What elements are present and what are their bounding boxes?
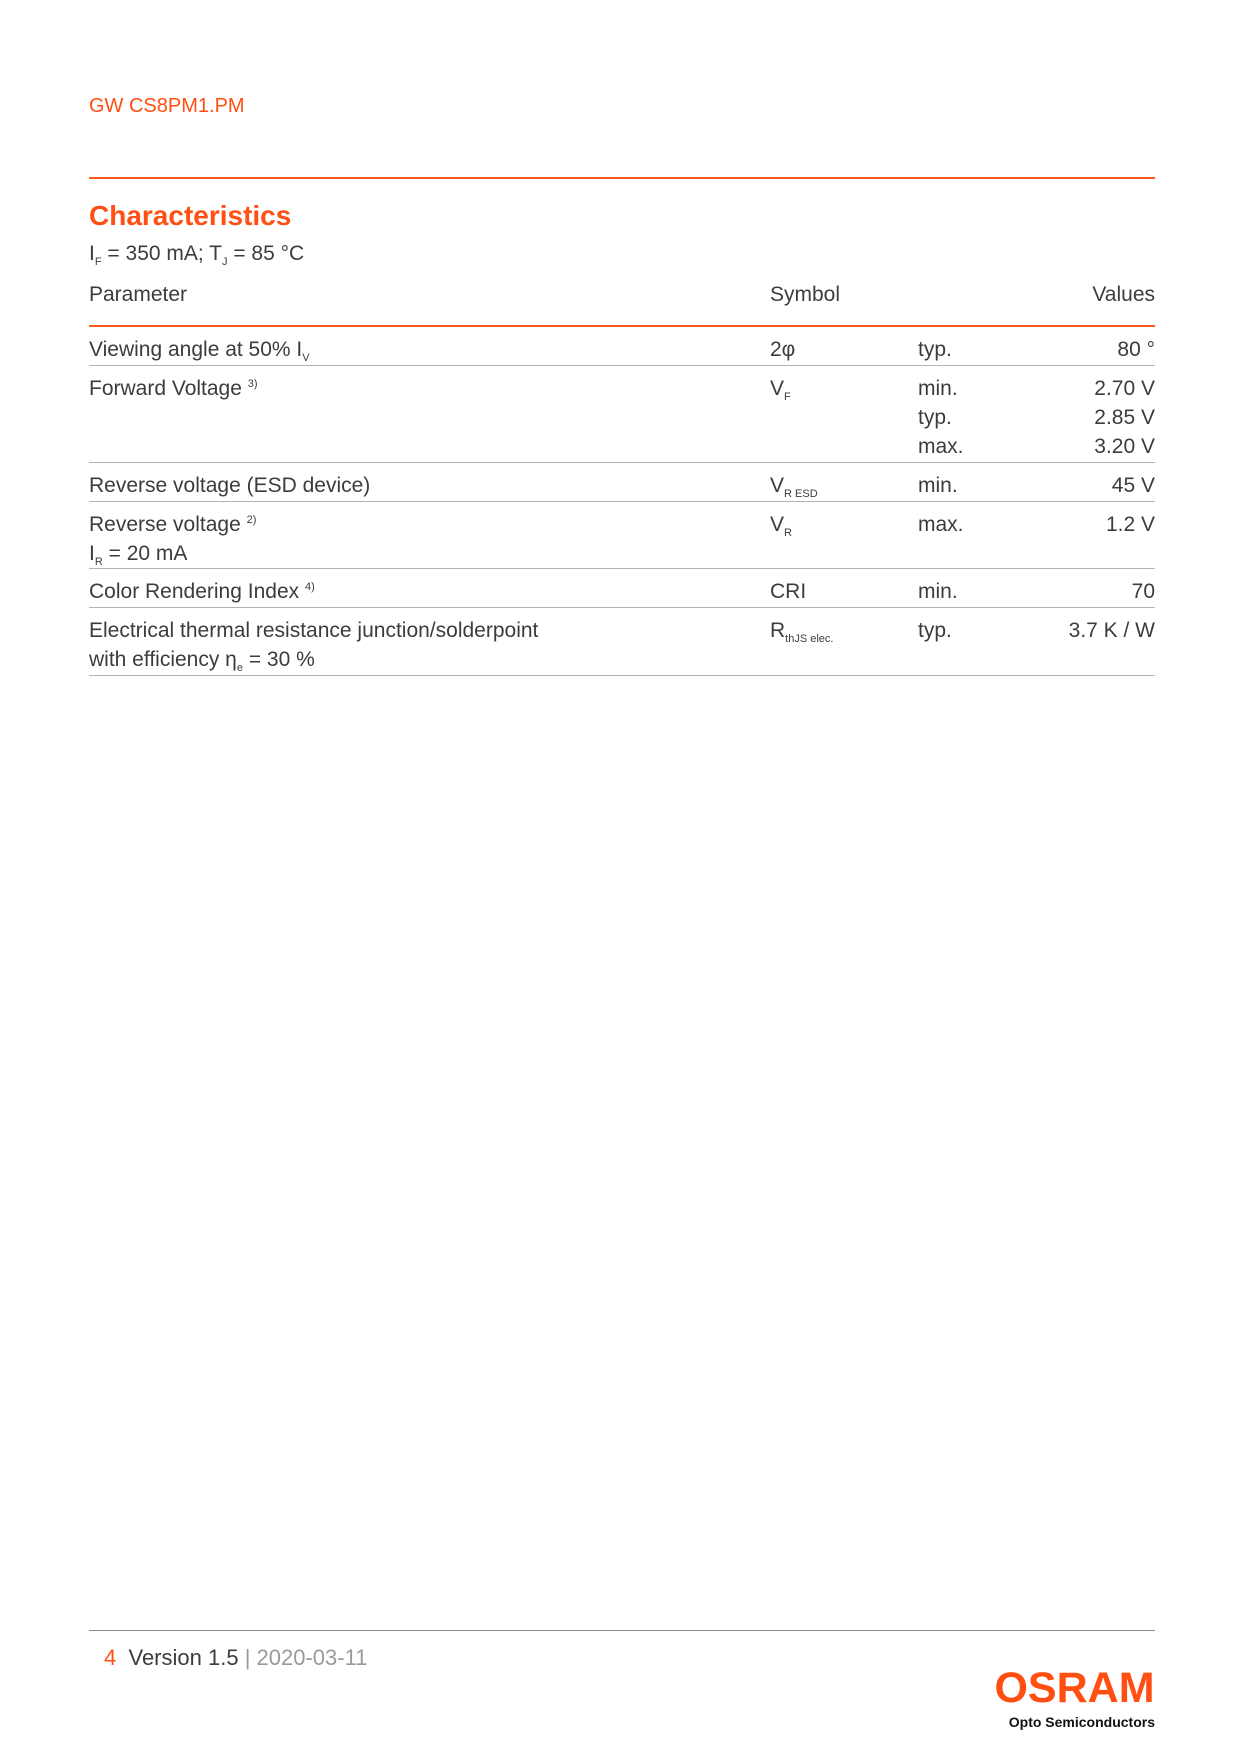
section-title: Characteristics [89,200,292,231]
row-parameter: Reverse voltage (ESD device) [89,474,371,497]
conditions-if-symbol: I [89,242,95,265]
symbol-text: V [770,474,785,497]
parameter-subscript: e [236,662,243,674]
header-divider [89,177,1155,179]
symbol-text: V [770,513,785,536]
page-number: 4 [104,1645,117,1670]
symbol-subscript: R ESD [784,488,818,500]
release-date: 2020-03-11 [256,1645,368,1670]
header-values: Values [1092,283,1155,306]
row-value: 80 ° [1117,338,1155,361]
value-max: 3.20 V [1094,435,1155,458]
characteristics-table [89,277,1155,676]
conditions-if-value: = 350 mA; T [101,242,222,265]
parameter-continuation: with efficiency η [89,648,237,671]
row-qualifier: max. [918,513,964,536]
parameter-condition-value: = 30 % [242,648,315,671]
row-qualifier: typ. [918,619,952,642]
row-symbol: CRI [770,580,807,603]
row-qualifier [918,374,964,461]
symbol-subscript: F [784,391,791,403]
symbol-text: V [770,377,785,400]
row-qualifier: min. [918,580,958,603]
row-parameter [89,510,256,568]
table-row [89,463,1155,502]
conditions-tj-subscript: J [222,256,228,268]
row-value: 70 [1131,580,1155,603]
symbol-subscript: thJS elec. [785,633,834,645]
conditions-tj-value: = 85 °C [227,242,305,265]
row-value: 3.7 K / W [1068,619,1155,642]
symbol-text: R [770,619,786,642]
table-row [89,569,1155,608]
document-id: GW CS8PM1.PM [89,95,245,117]
table-header [89,277,1155,325]
table-row [89,366,1155,463]
osram-logo [994,1666,1155,1730]
parameter-text: Reverse voltage [89,513,241,536]
condition-subscript: R [94,556,103,568]
row-symbol: 2φ [770,338,796,361]
test-conditions [89,242,304,266]
parameter-text: Electrical thermal resistance junction/solderpoint [89,619,539,642]
row-symbol [770,616,833,645]
footer-separator: | [244,1645,251,1670]
qualifier-max: max. [918,435,964,458]
row-value: 45 V [1111,474,1155,497]
value-min: 2.70 V [1094,377,1155,400]
row-parameter [89,616,538,674]
table-row [89,502,1155,569]
condition-value: = 20 mA [102,542,188,565]
qualifier-min: min. [918,377,958,400]
header-parameter: Parameter [89,283,188,306]
row-value [1094,374,1155,461]
parameter-subscript: V [302,352,310,364]
footer-info [104,1645,367,1671]
footer-divider [89,1630,1155,1631]
footnote-marker: 2) [246,514,257,526]
footnote-marker: 3) [247,378,258,390]
value-typ: 2.85 V [1094,406,1155,429]
row-qualifier: min. [918,474,958,497]
parameter-text: Forward Voltage [89,377,242,400]
row-parameter [89,374,258,403]
row-value: 1.2 V [1105,513,1155,536]
row-qualifier: typ. [918,338,952,361]
footnote-marker: 4) [304,581,315,593]
table-row [89,327,1155,366]
row-symbol [770,471,818,500]
condition-symbol: I [89,542,95,565]
version-label: Version 1.5 [128,1645,239,1670]
parameter-text: Color Rendering Index [89,580,300,603]
symbol-subscript: R [784,527,792,539]
header-symbol: Symbol [770,283,841,306]
parameter-text: Viewing angle at 50% I [89,338,303,361]
row-parameter [89,335,310,364]
logo-wordmark: OSRAM [994,1664,1155,1712]
logo-tagline: Opto Semiconductors [1008,1714,1155,1730]
table-row [89,608,1155,676]
row-symbol [770,510,792,539]
row-symbol [770,374,791,403]
conditions-if-subscript: F [94,256,102,268]
qualifier-typ: typ. [918,406,952,429]
row-parameter [89,577,315,606]
